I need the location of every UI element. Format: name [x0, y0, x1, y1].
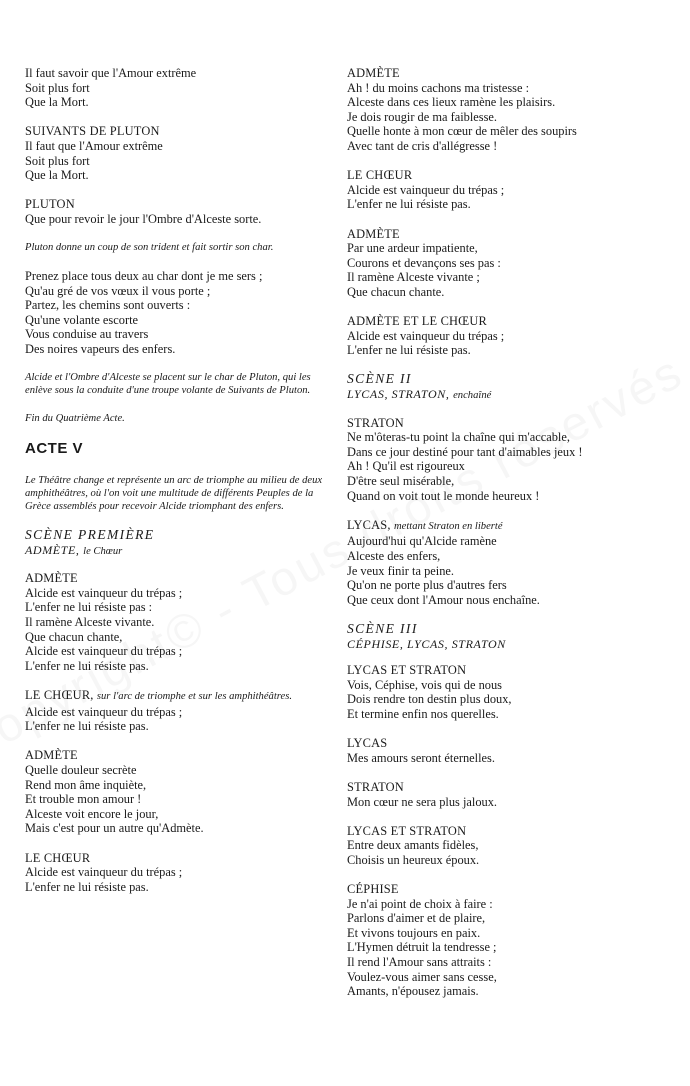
speech-block — [347, 66, 677, 154]
verse-line: Alcide est vainqueur du trépas ; — [25, 644, 183, 659]
verse-line: Je dois rougir de ma faiblesse. — [347, 109, 498, 124]
speaker-label: ADMÈTE — [25, 748, 78, 763]
right-column — [347, 66, 677, 1013]
speech-block — [25, 269, 330, 357]
verse-line: Alcide est vainqueur du trépas ; — [347, 182, 505, 197]
scene-characters — [347, 387, 677, 404]
verse-line: Rend mon âme inquiète, — [25, 777, 147, 792]
speech-block — [347, 168, 677, 212]
left-column — [25, 66, 330, 909]
speaker-label: STRATON — [347, 779, 404, 794]
speaker-label: STRATON — [347, 415, 404, 430]
verse-line: Dans ce jour destiné pour tant d'aimables jeux ! — [347, 444, 583, 459]
verse-line: Que la Mort. — [25, 168, 89, 183]
speaker-name — [25, 124, 330, 139]
verse-line: Vois, Céphise, vois qui de nous — [347, 677, 503, 692]
speaker-label: ADMÈTE — [347, 226, 400, 241]
speaker-name — [25, 688, 330, 705]
verse-line: Vous conduise au travers — [25, 327, 149, 342]
speaker-label: LE CHŒUR, — [25, 688, 94, 703]
verse-line: Des noires vapeurs des enfers. — [25, 341, 176, 356]
speech-block — [25, 688, 330, 734]
speech-block — [347, 416, 677, 504]
verse-line: Soit plus fort — [25, 80, 90, 95]
scene-characters — [347, 637, 677, 652]
verse-line: Mon cœur ne sera plus jaloux. — [347, 794, 498, 809]
speaker-label: LYCAS — [347, 736, 388, 751]
speaker-label: LE CHŒUR — [25, 850, 91, 865]
verse-line: Que la Mort. — [25, 95, 89, 110]
speaker-name — [25, 748, 330, 763]
verse-line: L'Hymen détruit la tendresse ; — [347, 940, 497, 955]
verse-line: Alceste voit encore le jour, — [25, 806, 159, 821]
verse-line: Alcide est vainqueur du trépas ; — [25, 704, 183, 719]
verse-line: L'enfer ne lui résiste pas. — [347, 197, 471, 212]
scene-title: SCÈNE III — [347, 620, 418, 636]
verse-line: Prenez place tous deux au char dont je me sers ; — [25, 268, 263, 283]
speaker-name — [347, 736, 677, 751]
speaker-name — [347, 824, 677, 839]
speaker-label: LYCAS ET STRATON — [347, 823, 467, 838]
verse-line: Et trouble mon amour ! — [25, 792, 142, 807]
verse-line: Qu'une volante escorte — [25, 312, 139, 327]
verse-line: Que ceux dont l'Amour nous enchaîne. — [347, 592, 540, 607]
scene-heading — [347, 622, 677, 651]
speaker-name — [347, 663, 677, 678]
speaker-stage-note: mettant Straton en liberté — [394, 520, 503, 532]
scene-characters — [25, 543, 330, 560]
stage-direction: Fin du Quatrième Acte. — [25, 413, 125, 425]
verse-line: Soit plus fort — [25, 153, 90, 168]
speech-block — [25, 571, 330, 673]
verse-line: Quand on voit tout le monde heureux ! — [347, 488, 540, 503]
scene-characters-note: le Chœur — [83, 545, 123, 557]
verse-line: Parlons d'aimer et de plaire, — [347, 911, 486, 926]
verse-line: Ah ! Qu'il est rigoureux — [347, 459, 465, 474]
speech-block — [25, 748, 330, 836]
verse-line: Et termine enfin nos querelles. — [347, 706, 499, 721]
verse-line: Qu'on ne porte plus d'autres fers — [347, 578, 507, 593]
speech-block — [347, 314, 677, 358]
verse-line: Amants, n'épousez jamais. — [347, 984, 479, 999]
speaker-label: ADMÈTE ET LE CHŒUR — [347, 314, 488, 329]
verse-line: L'enfer ne lui résiste pas. — [347, 343, 471, 358]
verse-line: Mes amours seront éternelles. — [347, 750, 495, 765]
verse-line: Ne m'ôteras-tu point la chaîne qui m'accable, — [347, 430, 570, 445]
verse-line: L'enfer ne lui résiste pas. — [25, 658, 149, 673]
verse-line: Qu'au gré de vos vœux il vous porte ; — [25, 283, 211, 298]
speaker-label: LYCAS, — [347, 517, 391, 532]
speaker-name — [347, 882, 677, 897]
speaker-label: CÉPHISE — [347, 882, 399, 897]
scene-characters-note: enchaîné — [453, 390, 492, 402]
speech-block — [25, 851, 330, 895]
speaker-label: SUIVANTS DE PLUTON — [25, 124, 160, 139]
stage-direction: Alcide et l'Ombre d'Alceste se placent sur le char de Pluton, qui les enlève sous la conduite d'une troupe volante de Suivants de Pluton. — [25, 372, 311, 397]
verse-line: D'être seul misérable, — [347, 474, 455, 489]
speech-block — [347, 227, 677, 300]
speech-block — [347, 518, 677, 608]
verse-line: Par une ardeur impatiente, — [347, 241, 478, 256]
speech-block — [347, 882, 677, 999]
speech-block — [347, 780, 677, 809]
speaker-name — [347, 780, 677, 795]
speaker-label: LYCAS ET STRATON — [347, 663, 467, 678]
stage-direction: Pluton donne un coup de son trident et fait sortir son char. — [25, 242, 274, 254]
speaker-name — [347, 66, 677, 81]
verse-line: Il faut que l'Amour extrême — [25, 138, 163, 153]
verse-line: Je veux finir ta peine. — [347, 563, 455, 578]
verse-line: Alcide est vainqueur du trépas ; — [25, 585, 183, 600]
verse-line: Dois rendre ton destin plus doux, — [347, 692, 512, 707]
verse-line: Choisis un heureux époux. — [347, 852, 480, 867]
verse-line: Partez, les chemins sont ouverts : — [25, 298, 191, 313]
speech-block — [347, 736, 677, 765]
verse-line: Alceste des enfers, — [347, 549, 441, 563]
verse-line: Ah ! du moins cachons ma tristesse : — [347, 80, 530, 95]
speaker-label: LE CHŒUR — [347, 168, 413, 183]
speech-block — [25, 124, 330, 182]
speaker-name — [347, 416, 677, 431]
verse-line: Que pour revoir le jour l'Ombre d'Alceste sorte. — [25, 211, 262, 226]
verse-line: L'enfer ne lui résiste pas : — [25, 600, 153, 615]
verse-line: Alceste dans ces lieux ramène les plaisirs. — [347, 95, 556, 110]
scene-title: SCÈNE II — [347, 371, 412, 387]
verse-line: Voulez-vous aimer sans cesse, — [347, 969, 497, 984]
speaker-name — [347, 168, 677, 183]
verse-line: Que chacun chante. — [347, 284, 445, 299]
verse-line: Il ramène Alceste vivante ; — [347, 270, 480, 285]
speaker-name — [347, 227, 677, 242]
verse-line: Que chacun chante, — [25, 629, 123, 644]
speaker-label: ADMÈTE — [25, 571, 78, 586]
verse-line: Quelle honte à mon cœur de mêler des soupirs — [347, 124, 577, 139]
scene-title: SCÈNE PREMIÈRE — [25, 527, 155, 543]
scene-characters-names: LYCAS, STRATON, — [347, 387, 450, 402]
speaker-name — [347, 518, 677, 535]
scene-heading — [25, 528, 330, 559]
verse-line: Entre deux amants fidèles, — [347, 838, 479, 853]
speech-block — [25, 66, 330, 110]
speaker-name — [25, 571, 330, 586]
verse-line: Mais c'est pour un autre qu'Admète. — [25, 821, 204, 836]
speaker-name — [25, 851, 330, 866]
verse-line: Alcide est vainqueur du trépas ; — [347, 328, 505, 343]
verse-line: Quelle douleur secrète — [25, 762, 137, 777]
speaker-stage-note: sur l'arc de triomphe et sur les amphithéâtres. — [96, 691, 292, 703]
verse-line: Il faut savoir que l'Amour extrême — [25, 66, 197, 80]
verse-line: Il rend l'Amour sans attraits : — [347, 955, 492, 970]
speaker-label: ADMÈTE — [347, 66, 400, 80]
verse-line: L'enfer ne lui résiste pas. — [25, 719, 149, 734]
verse-line: Courons et devançons ses pas : — [347, 255, 501, 270]
verse-line: L'enfer ne lui résiste pas. — [25, 879, 149, 894]
act-heading: ACTE V — [25, 439, 84, 457]
speech-block — [25, 197, 330, 226]
speaker-label: PLUTON — [25, 197, 75, 212]
scene-characters-names: ADMÈTE, — [25, 542, 80, 557]
verse-line: Il ramène Alceste vivante. — [25, 615, 155, 630]
scene-heading — [347, 372, 677, 403]
speech-block — [347, 824, 677, 868]
scene-characters-names: CÉPHISE, LYCAS, STRATON — [347, 636, 506, 651]
verse-line: Je n'ai point de choix à faire : — [347, 896, 493, 911]
verse-line: Aujourd'hui qu'Alcide ramène — [347, 534, 497, 549]
verse-line: Et vivons toujours en paix. — [347, 925, 481, 940]
stage-direction: Le Théâtre change et représente un arc de triomphe au milieu de deux amphithéâtres, où l'on voit une multitude de différents Peuples de la Grèce assemblés pour recevoir Alcide triomphant des enfers. — [25, 474, 323, 513]
speech-block — [347, 663, 677, 721]
speaker-name — [25, 197, 330, 212]
speaker-name — [347, 314, 677, 329]
verse-line: Alcide est vainqueur du trépas ; — [25, 865, 183, 880]
verse-line: Avec tant de cris d'allégresse ! — [347, 138, 498, 153]
